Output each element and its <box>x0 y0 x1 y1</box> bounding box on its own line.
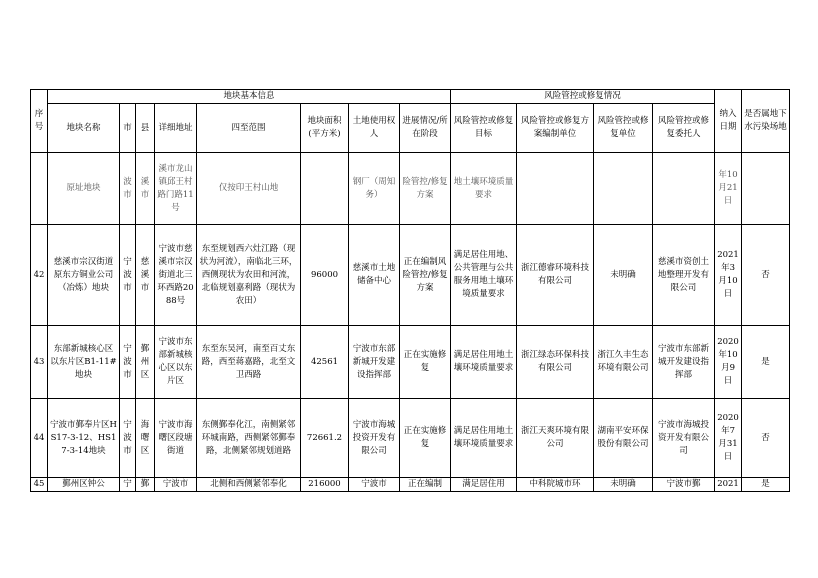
cell-county: 海曙区 <box>136 399 155 478</box>
header-city: 市 <box>120 104 136 153</box>
cell-address: 宁波市海曙区段塘街道 <box>155 399 197 478</box>
cell-groundwater: 是 <box>742 478 790 492</box>
cell-plot-name: 鄞州区钟公 <box>48 478 120 492</box>
cell-list-date: 2021年3月10日 <box>715 225 742 326</box>
cell-risk-goal: 满足居住用 <box>451 478 517 492</box>
cell-city: 波市 <box>120 153 136 225</box>
cell-land-owner: 慈溪市土地储备中心 <box>349 225 400 326</box>
cell-risk-goal: 地土壤环境质量要求 <box>451 153 517 225</box>
header-address: 详细地址 <box>155 104 197 153</box>
cell-groundwater: 是 <box>742 326 790 399</box>
header-boundary: 四至范围 <box>197 104 301 153</box>
cell-address: 溪市龙山镇邱王村路门路11号 <box>155 153 197 225</box>
cell-progress: 正在实施修复 <box>400 326 451 399</box>
cell-address: 宁波市东部新城核心区以东片区 <box>155 326 197 399</box>
header-group-row <box>31 90 790 104</box>
cell-address: 宁波市 <box>155 478 197 492</box>
cell-boundary: 仅按印王村山地 <box>197 153 301 225</box>
header-progress: 进展情况/所在阶段 <box>400 104 451 153</box>
header-county: 县 <box>136 104 155 153</box>
table-row <box>31 478 790 492</box>
cell-client: 慈溪市资创土地整理开发有限公司 <box>653 225 715 326</box>
cell-risk-goal: 满足居住用地土壤环境质量要求 <box>451 326 517 399</box>
cell-plan-unit: 浙江绿态环保科技有限公司 <box>517 326 594 399</box>
cell-boundary: 东侧鄞奉化江，南侧紧邻环城南路，西侧紧邻鄞奉路，北侧紧邻规划道路 <box>197 399 301 478</box>
cell-client: 宁波市东部新城开发建设指挥部 <box>653 326 715 399</box>
cell-city: 宁 <box>120 478 136 492</box>
cell-groundwater: 否 <box>742 225 790 326</box>
table-row <box>31 399 790 478</box>
cell-boundary: 东至东吴河，南至百丈东路，西至蒋嘉路，北至文卫西路 <box>197 326 301 399</box>
cell-progress: 正在编制 <box>400 478 451 492</box>
header-repair-unit: 风险管控或修复单位 <box>594 104 653 153</box>
cell-area <box>301 153 349 225</box>
cell-repair-unit: 未明确 <box>594 225 653 326</box>
cell-area: 96000 <box>301 225 349 326</box>
cell-boundary: 东至规划西六灶江路（现状为河流），南临北三环，西侧现状为农田和河流，北临规划嘉利路（现状为农田） <box>197 225 301 326</box>
cell-groundwater: 否 <box>742 399 790 478</box>
cell-list-date: 2020年7月31日 <box>715 399 742 478</box>
cell-plan-unit: 中科院城市环 <box>517 478 594 492</box>
cell-progress: 险管控/修复方案 <box>400 153 451 225</box>
cell-client: 宁波市鄞 <box>653 478 715 492</box>
cell-plot-name: 慈溪市宗汉街道原东方铜业公司（冶炼）地块 <box>48 225 120 326</box>
table-row <box>31 225 790 326</box>
header-column-row <box>31 104 790 153</box>
cell-serial: 43 <box>31 326 48 399</box>
cell-plot-name: 东部新城核心区以东片区B1-11#地块 <box>48 326 120 399</box>
cell-county: 鄞州区 <box>136 326 155 399</box>
header-groundwater: 是否属地下水污染场地 <box>742 90 790 153</box>
cell-repair-unit <box>594 153 653 225</box>
table-row <box>31 326 790 399</box>
cell-address: 宁波市慈溪市宗汉街道北三环西路2088号 <box>155 225 197 326</box>
cell-land-owner: 宁波市海城投资开发有限公司 <box>349 399 400 478</box>
header-client: 风险管控或修复委托人 <box>653 104 715 153</box>
cell-area: 72661.2 <box>301 399 349 478</box>
cell-serial: 42 <box>31 225 48 326</box>
cell-plan-unit: 浙江天爽环境有限公司 <box>517 399 594 478</box>
header-group-basic: 地块基本信息 <box>48 90 451 104</box>
header-group-risk: 风险管控或修复情况 <box>451 90 715 104</box>
cell-progress: 正在编制风险管控/修复方案 <box>400 225 451 326</box>
cell-land-owner: 宁波市 <box>349 478 400 492</box>
cell-land-owner: 宁波市东部新城开发建设指挥部 <box>349 326 400 399</box>
cell-city: 宁波市 <box>120 225 136 326</box>
table-row <box>31 153 790 225</box>
cell-plan-unit <box>517 153 594 225</box>
cell-area: 216000 <box>301 478 349 492</box>
cell-list-date: 2021 <box>715 478 742 492</box>
cell-plot-name: 原址地块 <box>48 153 120 225</box>
cell-plan-unit: 浙江德睿环境科技有限公司 <box>517 225 594 326</box>
cell-boundary: 北侧和西侧紧邻奉化 <box>197 478 301 492</box>
cell-plot-name: 宁波市鄞奉片区HS17-3-12、HS17-3-14地块 <box>48 399 120 478</box>
cell-repair-unit: 浙江久丰生态环境有限公司 <box>594 326 653 399</box>
cell-city: 宁波市 <box>120 399 136 478</box>
cell-client: 宁波市海城投资开发有限公司 <box>653 399 715 478</box>
cell-groundwater <box>742 153 790 225</box>
cell-repair-unit: 未明确 <box>594 478 653 492</box>
cell-list-date: 2020年10月9日 <box>715 326 742 399</box>
cell-repair-unit: 湖南平安环保股份有限公司 <box>594 399 653 478</box>
cell-serial: 45 <box>31 478 48 492</box>
header-serial: 序号 <box>31 90 48 153</box>
remediation-table <box>30 89 790 492</box>
cell-land-owner: 钢厂（周知务） <box>349 153 400 225</box>
cell-county: 慈溪市 <box>136 225 155 326</box>
header-area: 地块面积(平方米) <box>301 104 349 153</box>
cell-area: 42561 <box>301 326 349 399</box>
header-plot-name: 地块名称 <box>48 104 120 153</box>
header-list-date: 纳入日期 <box>715 90 742 153</box>
cell-city: 宁波市 <box>120 326 136 399</box>
header-plan-unit: 风险管控或修复方案编制单位 <box>517 104 594 153</box>
cell-risk-goal: 满足居住用地、公共管理与公共服务用地土壤环境质量要求 <box>451 225 517 326</box>
cell-county: 鄞 <box>136 478 155 492</box>
cell-county: 溪市 <box>136 153 155 225</box>
cell-serial <box>31 153 48 225</box>
cell-progress: 正在实施修复 <box>400 399 451 478</box>
cell-list-date: 年10月21日 <box>715 153 742 225</box>
cell-serial: 44 <box>31 399 48 478</box>
cell-client <box>653 153 715 225</box>
cell-risk-goal: 满足居住用地土壤环境质量要求 <box>451 399 517 478</box>
header-land-owner: 土地使用权人 <box>349 104 400 153</box>
header-risk-goal: 风险管控或修复目标 <box>451 104 517 153</box>
